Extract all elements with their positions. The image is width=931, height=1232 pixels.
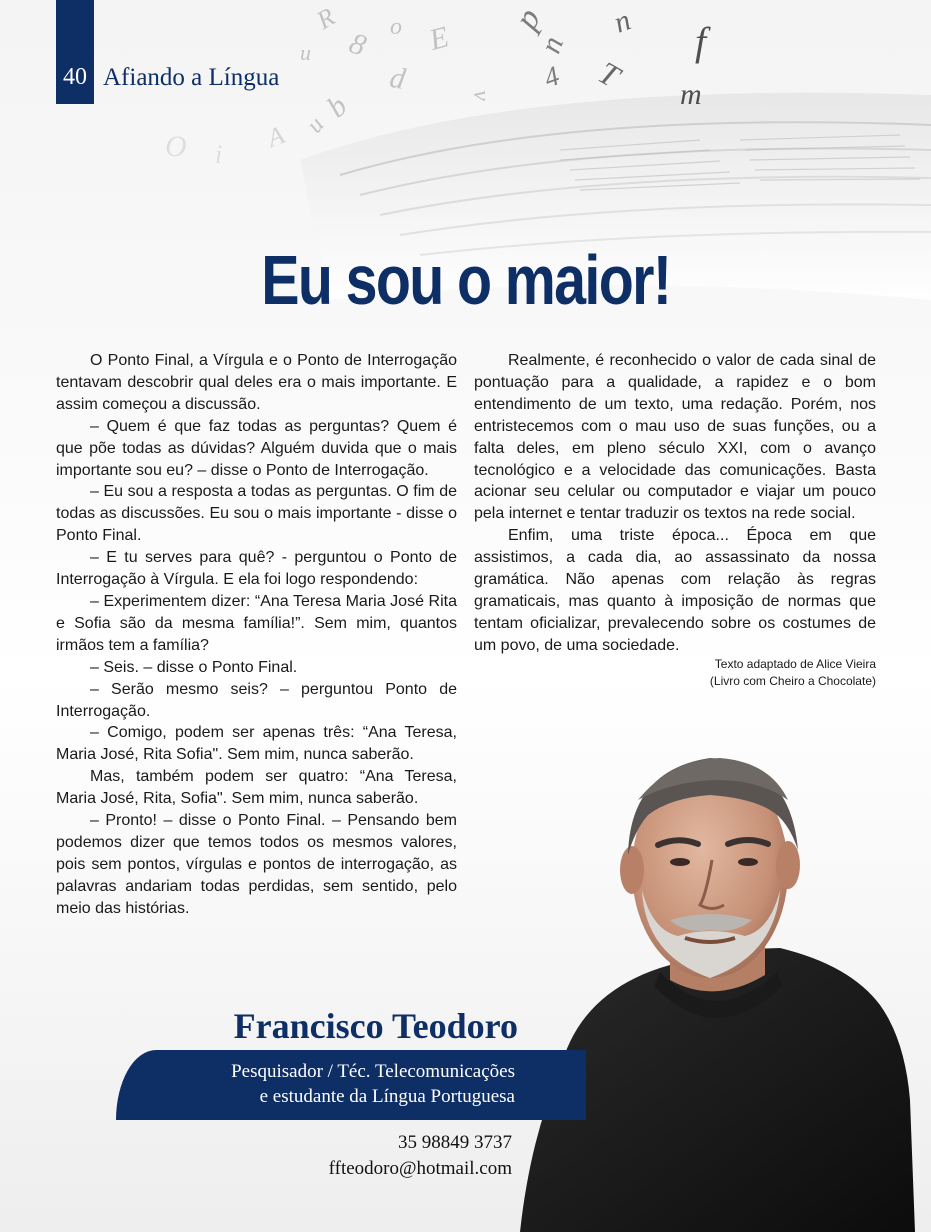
author-phone: 35 98849 3737 — [398, 1132, 512, 1153]
text-credit — [600, 656, 876, 690]
flying-letter-decoration: O — [165, 130, 187, 163]
flying-letter-decoration: f — [695, 19, 707, 64]
flying-letter-decoration: n — [609, 3, 636, 40]
flying-letter-decoration: d — [387, 60, 408, 97]
paragraph: – E tu serves para quê? - perguntou o Ponto de Interrogação à Vírgula. E ela foi logo respondendo: — [56, 549, 457, 589]
author-photo — [520, 740, 931, 1232]
author-role-line: e estudante da Língua Portuguesa — [259, 1086, 515, 1107]
author-role — [150, 1059, 515, 1109]
flying-letter-decoration: 4 — [539, 60, 564, 95]
paragraph: Enfim, uma triste época... Época em que assistimos, a cada dia, ao assassinato da nossa gramática. Não apenas com relação às regras gramaticais, mas quanto à imposição de normas que tentam oficializar, prevalecendo sobre os costumes de um povo, de uma sociedade. — [474, 527, 876, 654]
flying-letter-decoration: v — [467, 90, 494, 101]
paragraph: – Eu sou a resposta a todas as perguntas. O fim de todas as discussões. Eu sou o mais importante - disse o Ponto Final. — [56, 483, 457, 545]
author-role-line: Pesquisador / Téc. Telecomunicações — [231, 1061, 515, 1082]
paragraph: – Seis. – disse o Ponto Final. — [90, 658, 298, 676]
flying-letter-decoration: o — [390, 14, 402, 40]
flying-letter-decoration: R — [311, 2, 340, 36]
credit-line: (Livro com Cheiro a Chocolate) — [709, 674, 876, 688]
page-number: 40 — [63, 64, 87, 90]
flying-letter-decoration: b — [320, 89, 354, 125]
paragraph: – Comigo, podem ser apenas três: “Ana Teresa, Maria José, Rita Sofia". Sem mim, nunca saberão. — [56, 724, 457, 764]
author-email: ffteodoro@hotmail.com — [328, 1158, 512, 1179]
flying-letter-decoration: i — [215, 140, 223, 169]
paragraph: Realmente, é reconhecido o valor de cada sinal de pontuação para a qualidade, a rapidez e o bom entendimento de um texto, uma redação. Porém, nos entristecemos com o mau uso de suas funções, ou a falta deles, em pleno século XXI, com o avanço tecnológico e a velocidade das comunicações. Basta acionar seu celular ou computador e viajar um pouco pela internet e tentar traduzir os textos na rede social. — [474, 352, 876, 523]
paragraph: – Quem é que faz todas as perguntas? Quem é que põe todas as dúvidas? Alguém duvida que o mais importante sou eu? – disse o Ponto de Interrogação. — [56, 417, 457, 479]
article-column-right — [474, 350, 876, 657]
flying-letter-decoration: m — [680, 78, 702, 111]
credit-line: Texto adaptado de Alice Vieira — [714, 657, 876, 671]
flying-letter-decoration: T — [592, 54, 626, 95]
section-title: Afiando a Língua — [103, 64, 280, 91]
author-contact — [250, 1130, 512, 1182]
flying-letter-decoration: p — [507, 2, 549, 36]
author-name: Francisco Teodoro — [233, 1006, 518, 1046]
paragraph: Mas, também podem ser quatro: “Ana Teresa, Maria José, Rita, Sofia". Sem mim, nunca saberão. — [56, 768, 457, 808]
article-title: Eu sou o maior! — [261, 241, 671, 319]
flying-letter-decoration: u — [300, 40, 311, 65]
flying-letter-decoration: 8 — [344, 26, 371, 63]
paragraph: O Ponto Final, a Vírgula e o Ponto de Interrogação tentavam descobrir qual deles era o mais importante. E assim começou a discussão. — [56, 352, 457, 413]
paragraph: – Experimentem dizer: “Ana Teresa Maria José Rita e Sofia são da mesma família!”. Sem mim, quantos irmãos tem a família? — [56, 592, 457, 654]
article-column-left — [56, 350, 457, 920]
flying-letter-decoration: A — [263, 120, 289, 153]
paragraph: – Pronto! – disse o Ponto Final. – Pensando bem podemos dizer que temos todos os mesmos valores, pois sem pontos, vírgulas e pontos de interrogação, as palavras andariam todas perdidas, sem sentido, pelo meio das histórias. — [56, 812, 457, 917]
flying-letter-decoration: E — [425, 20, 453, 57]
paragraph: – Serão mesmo seis? – perguntou Ponto de Interrogação. — [56, 680, 457, 720]
flying-letter-decoration: n — [533, 32, 571, 58]
flying-letter-decoration: u — [301, 112, 330, 139]
